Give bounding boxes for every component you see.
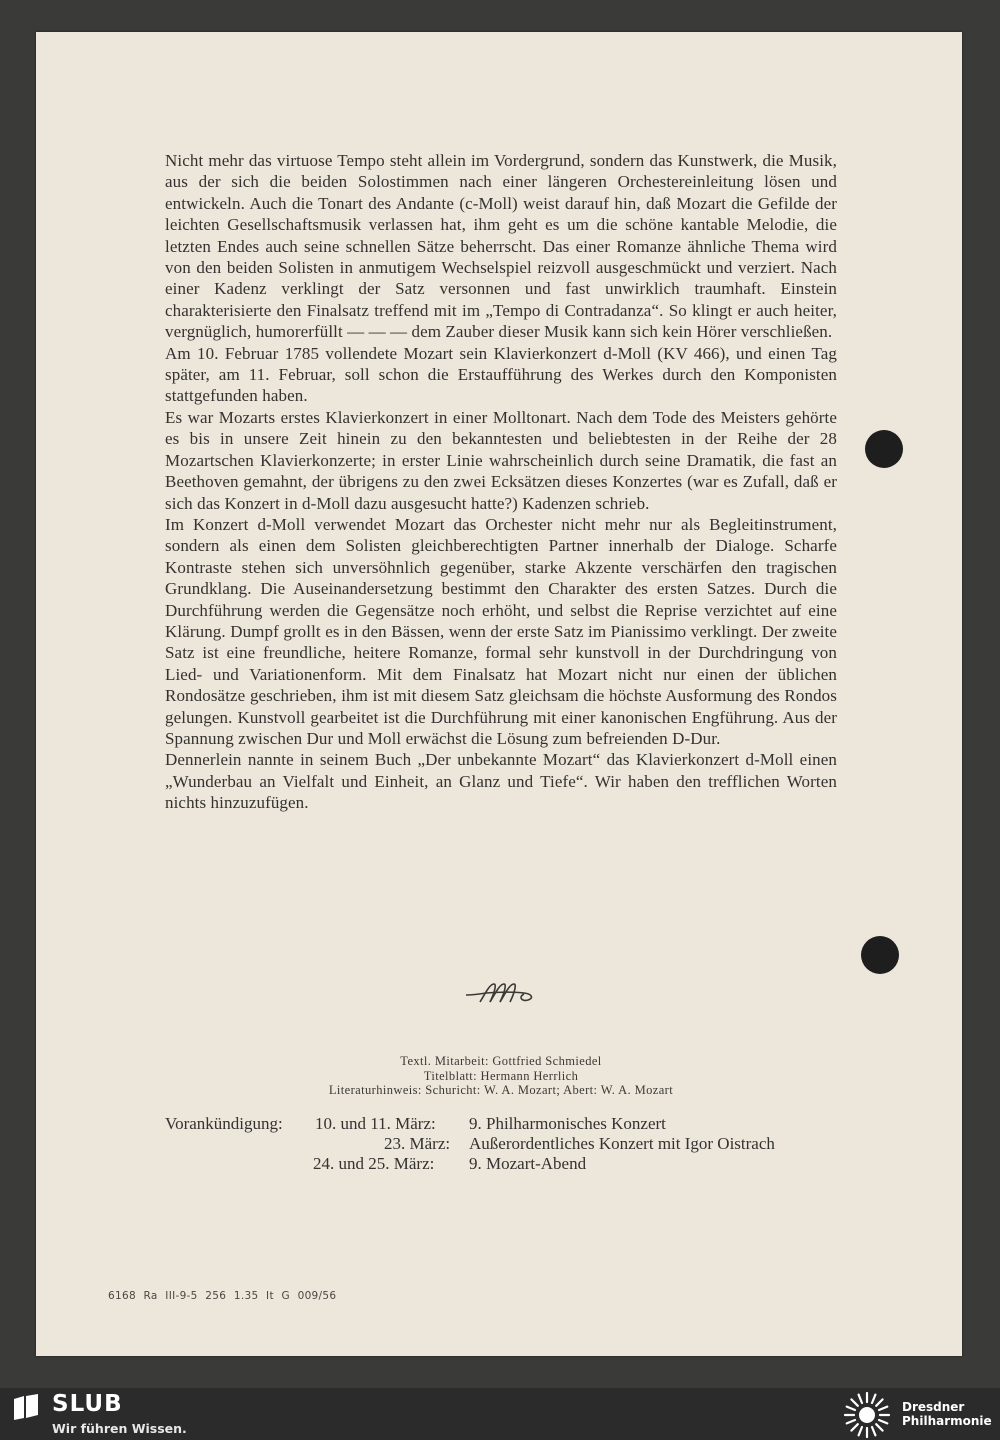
announcement-date: 24. und 25. März:: [313, 1154, 435, 1173]
credit-literature: Literaturhinweis: Schuricht: W. A. Mozart; Abert: W. A. Mozart: [328, 1083, 674, 1097]
announcement-event: 9. Mozart-Abend: [469, 1154, 587, 1173]
announcement-event: Außerordentliches Konzert mit Igor Oistrach: [469, 1134, 775, 1153]
dp-name-line1: Dresdner: [902, 1400, 965, 1414]
dresdner-philharmonie-name: [902, 1400, 992, 1428]
announcement-event: 9. Philharmonisches Konzert: [469, 1114, 666, 1133]
announcement: [165, 1114, 865, 1174]
credits: [165, 1054, 837, 1098]
announcement-date: 23. März:: [384, 1134, 451, 1153]
dp-name-line2: Philharmonie: [902, 1414, 992, 1428]
credit-text-author: Textl. Mitarbeit: Gottfried Schmiedel: [400, 1054, 602, 1068]
announcement-row: [165, 1114, 865, 1134]
body-text: [165, 150, 837, 814]
announcement-label: Vorankündigung:: [165, 1114, 283, 1133]
decorative-flourish-icon: [464, 978, 536, 1010]
credit-title-page: Titelblatt: Hermann Herrlich: [423, 1068, 579, 1083]
book-icon: [12, 1393, 40, 1421]
slub-name: SLUB: [52, 1391, 123, 1417]
paragraph-3: Es war Mozarts erstes Klavierkonzert in einer Molltonart. Nach dem Tode des Meisters gehörte es bis in unsere Zeit hinein zu den bekanntesten und beliebtesten in der Reihe der 28 Mozartschen Klavierkonzerte; in erster Linie wahrscheinlich durch seine Dramatik, die fast an Beethoven gemahnt, der übrigens zu den zwei Ecksätzen dieses Konzertes (war es Zufall, daß er sich das Konzert in d-Moll dazu ausgesucht hatte?) Kadenzen schrieb.: [165, 407, 837, 513]
document-page: [36, 32, 962, 1356]
paragraph-4: Im Konzert d-Moll verwendet Mozart das Orchester nicht mehr nur als Begleitinstrument, sondern als einen dem Solisten gleichberechtigten Partner innerhalb der Dialoge. Scharfe Kontraste stehen sich unversöhnlich gegenüber, starke Akzente verschärfen den tragischen Grundklang. Die Auseinandersetzung bestimmt den Charakter des ersten Satzes. Durch die Durchführung werden die Gegensätze noch erhöht, und selbst die Reprise verzichtet auf eine Klärung. Dumpf grollt es in den Bässen, wenn der erste Satz im Pianissimo verklingt. Der zweite Satz ist eine freundliche, heitere Romanze, formal sehr kunstvoll in der Durchdringung von Lied- und Variationenform. Mit dem Finalsatz hat Mozart nicht nur einen der üblichen Rondosätze geschrieben, ihm ist mit diesem Satz gleichsam die höchste Ausformung des Rondos gelungen. Kunstvoll gearbeitet ist die Durchführung mit einer kanonischen Engführung. Aus der Spannung zwischen Dur und Moll erwächst die Lösung zum befreienden D-Dur.: [165, 514, 837, 748]
slub-tagline: Wir führen Wissen.: [52, 1421, 187, 1436]
paragraph-2: Am 10. Februar 1785 vollendete Mozart sein Klavierkonzert d-Moll (KV 466), und einen Tag später, am 11. Februar, soll schon die Erstaufführung des Werkes durch den Komponisten stattgefunden haben.: [165, 343, 837, 406]
paragraph-5: Dennerlein nannte in seinem Buch „Der unbekannte Mozart“ das Klavierkonzert d-Moll einen „Wunderbau an Vielfalt und Einheit, an Glanz und Tiefe“. Wir haben den trefflichen Worten nichts hinzuzufügen.: [165, 750, 837, 813]
sunburst-logo-icon: [842, 1390, 892, 1440]
announcement-row: [165, 1134, 865, 1154]
print-code: 6168 Ra III-9-5 256 1.35 It G 009/56: [108, 1290, 337, 1302]
footer-bar: [0, 1388, 1000, 1439]
announcement-date: 10. und 11. März:: [315, 1114, 436, 1133]
punch-hole-top: [865, 430, 903, 468]
paragraph-1: Nicht mehr das virtuose Tempo steht allein im Vordergrund, sondern das Kunstwerk, die Musik, aus der sich die beiden Solostimmen nach einer längeren Orchestereinleitung lösen und entwickeln. Auch die Tonart des Andante (c-Moll) weist darauf hin, daß Mozart die Gefilde der leichten Gesellschaftsmusik verlassen hat, ihm geht es um die schöne kantable Melodie, die letzten Endes auch seine schnellen Sätze beherrscht. Das einer Romanze ähnliche Thema wird von den beiden Solisten in anmutigem Wechselspiel reizvoll ausgeschmückt und verziert. Nach einer Kadenz verklingt der Satz versonnen und fast unwirklich traumhaft. Einstein charakterisierte den Finalsatz treffend mit im „Tempo di Contradanza“. So klingt er auch heiter, vergnüglich, humorerfüllt — — — dem Zauber dieser Musik kann sich kein Hörer verschließen.: [165, 151, 837, 342]
announcement-row: [165, 1154, 865, 1174]
punch-hole-bottom: [861, 936, 899, 974]
